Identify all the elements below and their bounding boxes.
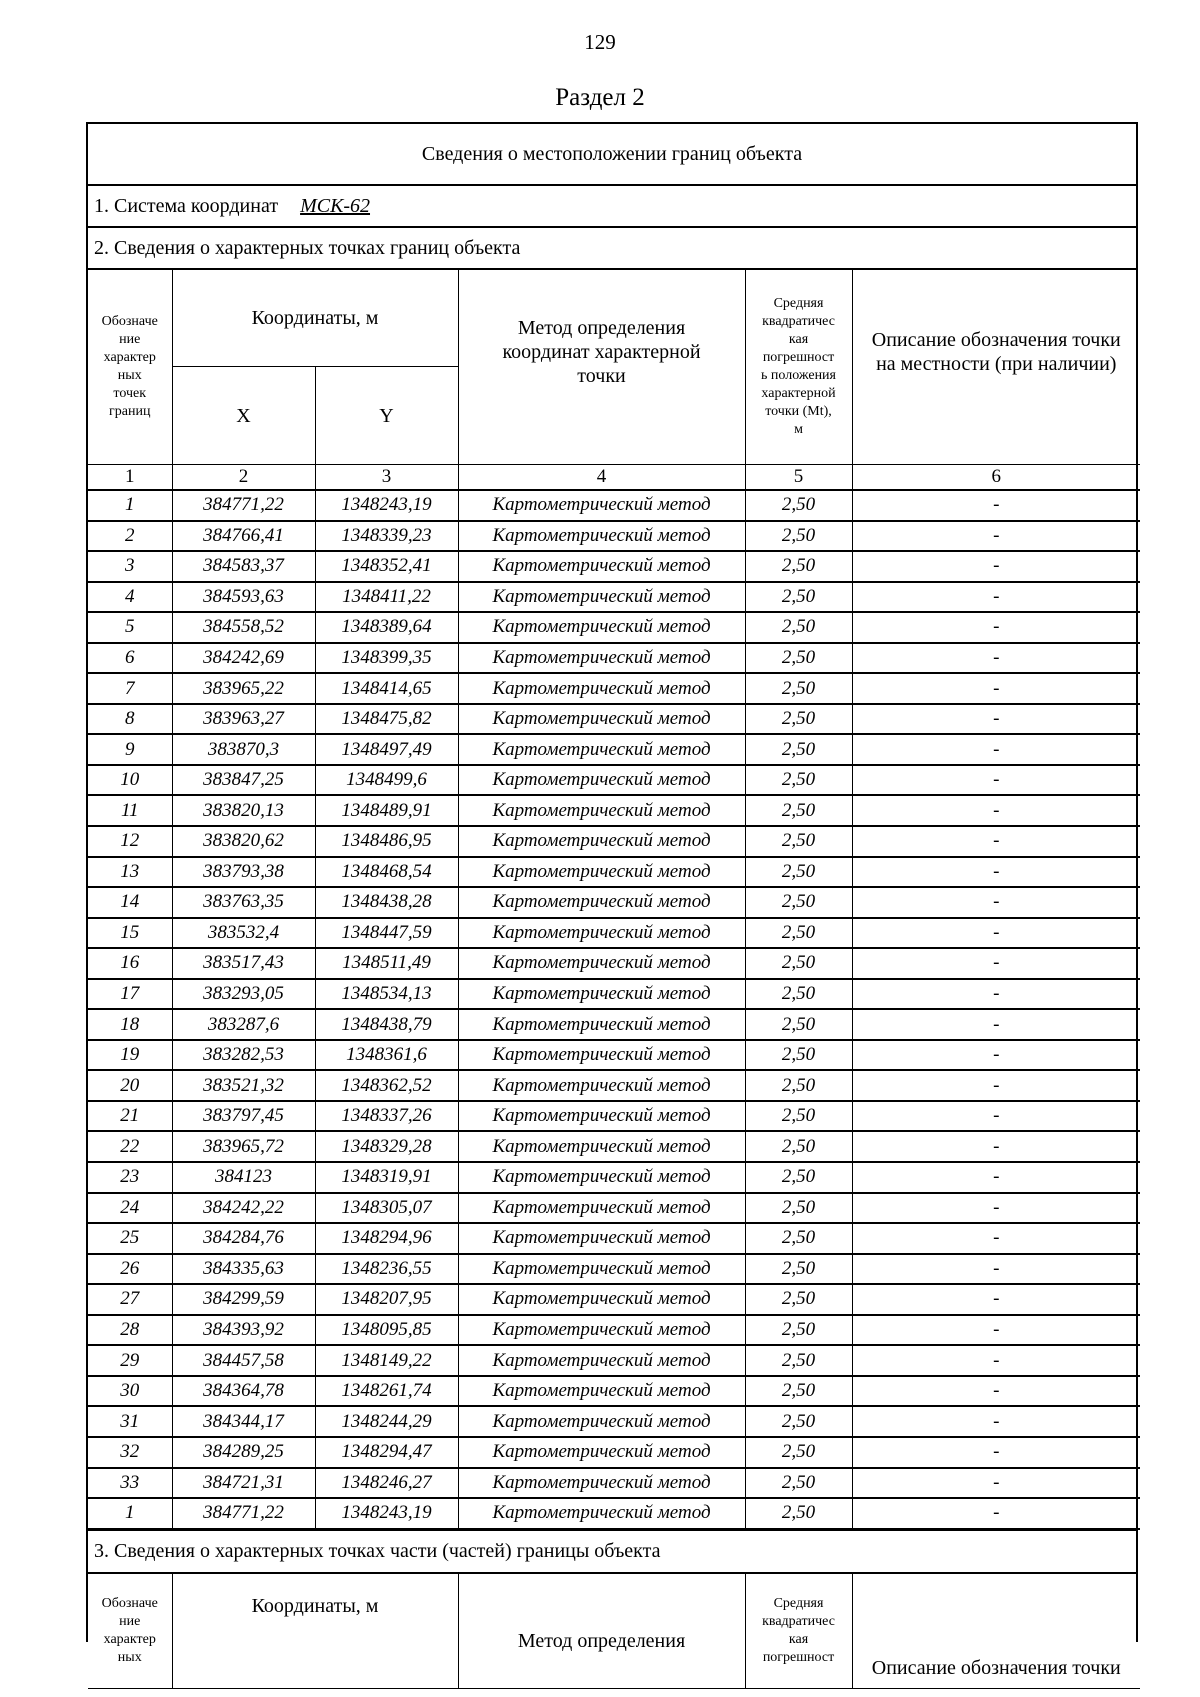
accuracy-cell: 2,50 xyxy=(745,1040,852,1071)
method-cell: Картометрический метод xyxy=(458,1254,745,1285)
point-number-cell: 1 xyxy=(88,490,172,521)
description-cell: - xyxy=(852,1223,1140,1254)
accuracy-cell: 2,50 xyxy=(745,1193,852,1224)
point-number-cell: 13 xyxy=(88,857,172,888)
description-cell: - xyxy=(852,704,1140,735)
table-row xyxy=(88,490,1140,521)
description-cell: - xyxy=(852,1315,1140,1346)
table-row xyxy=(88,704,1140,735)
points-heading-text: 2. Сведения о характерных точках границ объекта xyxy=(94,236,521,259)
column-number: 5 xyxy=(745,465,852,491)
x-coordinate-cell: 383820,62 xyxy=(172,826,315,857)
boundary-points-body xyxy=(88,490,1140,1529)
x-coordinate-cell: 383820,13 xyxy=(172,795,315,826)
point-number-cell: 2 xyxy=(88,521,172,552)
accuracy-cell: 2,50 xyxy=(745,795,852,826)
accuracy-cell: 2,50 xyxy=(745,948,852,979)
method-cell: Картометрический метод xyxy=(458,1193,745,1224)
column-number: 2 xyxy=(172,465,315,491)
table-row xyxy=(88,1376,1140,1407)
y-coordinate-cell: 1348319,91 xyxy=(315,1162,458,1193)
point-number-cell: 30 xyxy=(88,1376,172,1407)
table-row xyxy=(88,1468,1140,1499)
point-number-cell: 7 xyxy=(88,673,172,704)
table-row xyxy=(88,1498,1140,1529)
header-y: Y xyxy=(315,367,458,465)
point-number-cell: 27 xyxy=(88,1284,172,1315)
method-cell: Картометрический метод xyxy=(458,1223,745,1254)
accuracy-cell: 2,50 xyxy=(745,1162,852,1193)
description-cell: - xyxy=(852,490,1140,521)
accuracy-cell: 2,50 xyxy=(745,1254,852,1285)
method-cell: Картометрический метод xyxy=(458,1468,745,1499)
description-cell: - xyxy=(852,826,1140,857)
method-cell: Картометрический метод xyxy=(458,1498,745,1529)
description-cell: - xyxy=(852,1193,1140,1224)
header-method: Метод определения координат характерной точки xyxy=(458,270,745,465)
method-cell: Картометрический метод xyxy=(458,795,745,826)
table-row xyxy=(88,1345,1140,1376)
y-coordinate-cell: 1348305,07 xyxy=(315,1193,458,1224)
accuracy-cell: 2,50 xyxy=(745,1009,852,1040)
table-row xyxy=(88,1162,1140,1193)
accuracy-cell: 2,50 xyxy=(745,1498,852,1529)
header-description: Описание обозначения точки на местности (при наличии) xyxy=(852,270,1140,465)
coordinate-system-row xyxy=(88,186,1136,228)
method-cell: Картометрический метод xyxy=(458,643,745,674)
x-coordinate-cell: 384583,37 xyxy=(172,551,315,582)
description-cell: - xyxy=(852,1162,1140,1193)
y-coordinate-cell: 1348294,96 xyxy=(315,1223,458,1254)
description-cell: - xyxy=(852,643,1140,674)
table-row xyxy=(88,521,1140,552)
column-number: 3 xyxy=(315,465,458,491)
description-cell: - xyxy=(852,765,1140,796)
accuracy-cell: 2,50 xyxy=(745,1315,852,1346)
y-coordinate-cell: 1348261,74 xyxy=(315,1376,458,1407)
x-coordinate-cell: 383282,53 xyxy=(172,1040,315,1071)
coordinate-system-label: 1. Система координат xyxy=(94,194,279,217)
method-cell: Картометрический метод xyxy=(458,887,745,918)
y-coordinate-cell: 1348246,27 xyxy=(315,1468,458,1499)
y-coordinate-cell: 1348399,35 xyxy=(315,643,458,674)
point-number-cell: 17 xyxy=(88,979,172,1010)
x-coordinate-cell: 383793,38 xyxy=(172,857,315,888)
table-row xyxy=(88,673,1140,704)
description-cell: - xyxy=(852,857,1140,888)
method-cell: Картометрический метод xyxy=(458,948,745,979)
x-coordinate-cell: 384364,78 xyxy=(172,1376,315,1407)
accuracy-cell: 2,50 xyxy=(745,704,852,735)
description-cell: - xyxy=(852,1101,1140,1132)
accuracy-cell: 2,50 xyxy=(745,643,852,674)
method-cell: Картометрический метод xyxy=(458,1101,745,1132)
point-number-cell: 21 xyxy=(88,1101,172,1132)
method-cell: Картометрический метод xyxy=(458,1437,745,1468)
parts-header-description: Описание обозначения точки xyxy=(852,1574,1140,1689)
point-number-cell: 12 xyxy=(88,826,172,857)
table-title xyxy=(88,124,1136,186)
point-number-cell: 23 xyxy=(88,1162,172,1193)
table-row xyxy=(88,1254,1140,1285)
column-number: 1 xyxy=(88,465,172,491)
description-cell: - xyxy=(852,551,1140,582)
y-coordinate-cell: 1348243,19 xyxy=(315,490,458,521)
table-row xyxy=(88,582,1140,613)
x-coordinate-cell: 384766,41 xyxy=(172,521,315,552)
x-coordinate-cell: 384593,63 xyxy=(172,582,315,613)
accuracy-cell: 2,50 xyxy=(745,673,852,704)
boundary-sheet xyxy=(86,122,1138,1679)
accuracy-cell: 2,50 xyxy=(745,1376,852,1407)
point-number-cell: 20 xyxy=(88,1070,172,1101)
points-heading xyxy=(88,228,1136,270)
y-coordinate-cell: 1348468,54 xyxy=(315,857,458,888)
description-cell: - xyxy=(852,1009,1140,1040)
x-coordinate-cell: 383965,72 xyxy=(172,1131,315,1162)
x-coordinate-cell: 384771,22 xyxy=(172,490,315,521)
method-cell: Картометрический метод xyxy=(458,734,745,765)
accuracy-cell: 2,50 xyxy=(745,490,852,521)
column-number: 6 xyxy=(852,465,1140,491)
accuracy-cell: 2,50 xyxy=(745,857,852,888)
method-cell: Картометрический метод xyxy=(458,612,745,643)
point-number-cell: 33 xyxy=(88,1468,172,1499)
x-coordinate-cell: 384289,25 xyxy=(172,1437,315,1468)
table-row xyxy=(88,551,1140,582)
method-cell: Картометрический метод xyxy=(458,1406,745,1437)
method-cell: Картометрический метод xyxy=(458,704,745,735)
point-number-cell: 26 xyxy=(88,1254,172,1285)
y-coordinate-cell: 1348361,6 xyxy=(315,1040,458,1071)
accuracy-cell: 2,50 xyxy=(745,1345,852,1376)
header-accuracy: Средняя квадратичес кая погрешност ь положения характерной точки (Mt), м xyxy=(745,270,852,465)
accuracy-cell: 2,50 xyxy=(745,1131,852,1162)
x-coordinate-cell: 384457,58 xyxy=(172,1345,315,1376)
description-cell: - xyxy=(852,612,1140,643)
header-coordinates: Координаты, м xyxy=(172,270,458,367)
y-coordinate-cell: 1348339,23 xyxy=(315,521,458,552)
accuracy-cell: 2,50 xyxy=(745,734,852,765)
y-coordinate-cell: 1348244,29 xyxy=(315,1406,458,1437)
parts-heading xyxy=(88,1530,1136,1574)
point-number-cell: 32 xyxy=(88,1437,172,1468)
x-coordinate-cell: 384242,69 xyxy=(172,643,315,674)
x-coordinate-cell: 383763,35 xyxy=(172,887,315,918)
y-coordinate-cell: 1348534,13 xyxy=(315,979,458,1010)
y-coordinate-cell: 1348243,19 xyxy=(315,1498,458,1529)
table-row xyxy=(88,795,1140,826)
point-number-cell: 22 xyxy=(88,1131,172,1162)
description-cell: - xyxy=(852,1437,1140,1468)
description-cell: - xyxy=(852,1498,1140,1529)
accuracy-cell: 2,50 xyxy=(745,826,852,857)
description-cell: - xyxy=(852,795,1140,826)
x-coordinate-cell: 384299,59 xyxy=(172,1284,315,1315)
point-number-cell: 24 xyxy=(88,1193,172,1224)
y-coordinate-cell: 1348352,41 xyxy=(315,551,458,582)
description-cell: - xyxy=(852,1468,1140,1499)
y-coordinate-cell: 1348337,26 xyxy=(315,1101,458,1132)
description-cell: - xyxy=(852,1254,1140,1285)
description-cell: - xyxy=(852,1131,1140,1162)
description-cell: - xyxy=(852,1406,1140,1437)
point-number-cell: 11 xyxy=(88,795,172,826)
accuracy-cell: 2,50 xyxy=(745,582,852,613)
page-number: 129 xyxy=(584,30,616,54)
table-row xyxy=(88,887,1140,918)
method-cell: Картометрический метод xyxy=(458,857,745,888)
y-coordinate-cell: 1348236,55 xyxy=(315,1254,458,1285)
point-number-cell: 10 xyxy=(88,765,172,796)
table-row xyxy=(88,826,1140,857)
x-coordinate-cell: 383517,43 xyxy=(172,948,315,979)
method-cell: Картометрический метод xyxy=(458,1070,745,1101)
x-coordinate-cell: 384771,22 xyxy=(172,1498,315,1529)
parts-heading-text: 3. Сведения о характерных точках части (частей) границы объекта xyxy=(94,1539,661,1562)
accuracy-cell: 2,50 xyxy=(745,1406,852,1437)
description-cell: - xyxy=(852,1284,1140,1315)
table-row xyxy=(88,1315,1140,1346)
section-title: Раздел 2 xyxy=(555,84,645,111)
point-number-cell: 29 xyxy=(88,1345,172,1376)
method-cell: Картометрический метод xyxy=(458,1284,745,1315)
x-coordinate-cell: 383532,4 xyxy=(172,918,315,949)
description-cell: - xyxy=(852,521,1140,552)
table-row xyxy=(88,734,1140,765)
x-coordinate-cell: 384721,31 xyxy=(172,1468,315,1499)
table-row xyxy=(88,857,1140,888)
point-number-cell: 16 xyxy=(88,948,172,979)
description-cell: - xyxy=(852,887,1140,918)
y-coordinate-cell: 1348497,49 xyxy=(315,734,458,765)
table-row xyxy=(88,643,1140,674)
description-cell: - xyxy=(852,1070,1140,1101)
parts-header-accuracy: Средняя квадратичес кая погрешност xyxy=(745,1574,852,1689)
x-coordinate-cell: 384242,22 xyxy=(172,1193,315,1224)
x-coordinate-cell: 383963,27 xyxy=(172,704,315,735)
y-coordinate-cell: 1348095,85 xyxy=(315,1315,458,1346)
y-coordinate-cell: 1348447,59 xyxy=(315,918,458,949)
description-cell: - xyxy=(852,1345,1140,1376)
y-coordinate-cell: 1348511,49 xyxy=(315,948,458,979)
x-coordinate-cell: 384123 xyxy=(172,1162,315,1193)
method-cell: Картометрический метод xyxy=(458,765,745,796)
parts-header-point-designation: Обозначе ние характер ных xyxy=(88,1574,172,1689)
method-cell: Картометрический метод xyxy=(458,1040,745,1071)
method-cell: Картометрический метод xyxy=(458,979,745,1010)
y-coordinate-cell: 1348149,22 xyxy=(315,1345,458,1376)
table-row xyxy=(88,1437,1140,1468)
table-row xyxy=(88,612,1140,643)
y-coordinate-cell: 1348438,79 xyxy=(315,1009,458,1040)
x-coordinate-cell: 383847,25 xyxy=(172,765,315,796)
parts-header-coordinates: Координаты, м xyxy=(172,1574,458,1689)
point-number-cell: 15 xyxy=(88,918,172,949)
y-coordinate-cell: 1348207,95 xyxy=(315,1284,458,1315)
accuracy-cell: 2,50 xyxy=(745,612,852,643)
point-number-cell: 8 xyxy=(88,704,172,735)
point-number-cell: 1 xyxy=(88,1498,172,1529)
method-cell: Картометрический метод xyxy=(458,551,745,582)
y-coordinate-cell: 1348294,47 xyxy=(315,1437,458,1468)
accuracy-cell: 2,50 xyxy=(745,1223,852,1254)
x-coordinate-cell: 383293,05 xyxy=(172,979,315,1010)
method-cell: Картометрический метод xyxy=(458,1162,745,1193)
description-cell: - xyxy=(852,918,1140,949)
table-row xyxy=(88,918,1140,949)
description-cell: - xyxy=(852,673,1140,704)
y-coordinate-cell: 1348362,52 xyxy=(315,1070,458,1101)
accuracy-cell: 2,50 xyxy=(745,1437,852,1468)
x-coordinate-cell: 384284,76 xyxy=(172,1223,315,1254)
accuracy-cell: 2,50 xyxy=(745,521,852,552)
accuracy-cell: 2,50 xyxy=(745,1468,852,1499)
method-cell: Картометрический метод xyxy=(458,673,745,704)
header-x: X xyxy=(172,367,315,465)
x-coordinate-cell: 383870,3 xyxy=(172,734,315,765)
description-cell: - xyxy=(852,734,1140,765)
point-number-cell: 6 xyxy=(88,643,172,674)
x-coordinate-cell: 383965,22 xyxy=(172,673,315,704)
table-row xyxy=(88,1193,1140,1224)
method-cell: Картометрический метод xyxy=(458,1315,745,1346)
table-title-text: Сведения о местоположении границ объекта xyxy=(421,142,803,165)
accuracy-cell: 2,50 xyxy=(745,979,852,1010)
accuracy-cell: 2,50 xyxy=(745,918,852,949)
method-cell: Картометрический метод xyxy=(458,1345,745,1376)
point-number-cell: 19 xyxy=(88,1040,172,1071)
parts-header-method: Метод определения xyxy=(458,1574,745,1689)
accuracy-cell: 2,50 xyxy=(745,1101,852,1132)
x-coordinate-cell: 384335,63 xyxy=(172,1254,315,1285)
x-coordinate-cell: 383797,45 xyxy=(172,1101,315,1132)
table-row xyxy=(88,1101,1140,1132)
description-cell: - xyxy=(852,948,1140,979)
point-number-cell: 31 xyxy=(88,1406,172,1437)
accuracy-cell: 2,50 xyxy=(745,1070,852,1101)
table-row xyxy=(88,948,1140,979)
y-coordinate-cell: 1348486,95 xyxy=(315,826,458,857)
point-number-cell: 9 xyxy=(88,734,172,765)
y-coordinate-cell: 1348411,22 xyxy=(315,582,458,613)
table-row xyxy=(88,765,1140,796)
y-coordinate-cell: 1348438,28 xyxy=(315,887,458,918)
method-cell: Картометрический метод xyxy=(458,918,745,949)
table-row xyxy=(88,979,1140,1010)
parts-points-table xyxy=(88,1574,1140,1689)
point-number-cell: 18 xyxy=(88,1009,172,1040)
y-coordinate-cell: 1348389,64 xyxy=(315,612,458,643)
point-number-cell: 25 xyxy=(88,1223,172,1254)
table-row xyxy=(88,1406,1140,1437)
point-number-cell: 3 xyxy=(88,551,172,582)
boundary-points-table xyxy=(88,270,1140,1530)
table-row xyxy=(88,1070,1140,1101)
column-number: 4 xyxy=(458,465,745,491)
description-cell: - xyxy=(852,1376,1140,1407)
x-coordinate-cell: 384558,52 xyxy=(172,612,315,643)
header-point-designation: Обозначе ние характер ных точек границ xyxy=(88,270,172,465)
method-cell: Картометрический метод xyxy=(458,826,745,857)
x-coordinate-cell: 384344,17 xyxy=(172,1406,315,1437)
table-row xyxy=(88,1131,1140,1162)
method-cell: Картометрический метод xyxy=(458,490,745,521)
x-coordinate-cell: 383521,32 xyxy=(172,1070,315,1101)
method-cell: Картометрический метод xyxy=(458,1376,745,1407)
accuracy-cell: 2,50 xyxy=(745,1284,852,1315)
table-row xyxy=(88,1040,1140,1071)
point-number-cell: 28 xyxy=(88,1315,172,1346)
point-number-cell: 14 xyxy=(88,887,172,918)
x-coordinate-cell: 383287,6 xyxy=(172,1009,315,1040)
method-cell: Картометрический метод xyxy=(458,1009,745,1040)
accuracy-cell: 2,50 xyxy=(745,551,852,582)
accuracy-cell: 2,50 xyxy=(745,765,852,796)
description-cell: - xyxy=(852,1040,1140,1071)
method-cell: Картометрический метод xyxy=(458,1131,745,1162)
description-cell: - xyxy=(852,582,1140,613)
y-coordinate-cell: 1348475,82 xyxy=(315,704,458,735)
table-row xyxy=(88,1009,1140,1040)
column-number-row xyxy=(88,465,1140,491)
x-coordinate-cell: 384393,92 xyxy=(172,1315,315,1346)
accuracy-cell: 2,50 xyxy=(745,887,852,918)
y-coordinate-cell: 1348329,28 xyxy=(315,1131,458,1162)
coordinate-system-value: МСК-62 xyxy=(300,194,371,217)
point-number-cell: 5 xyxy=(88,612,172,643)
description-cell: - xyxy=(852,979,1140,1010)
y-coordinate-cell: 1348414,65 xyxy=(315,673,458,704)
y-coordinate-cell: 1348489,91 xyxy=(315,795,458,826)
point-number-cell: 4 xyxy=(88,582,172,613)
y-coordinate-cell: 1348499,6 xyxy=(315,765,458,796)
method-cell: Картометрический метод xyxy=(458,582,745,613)
table-row xyxy=(88,1223,1140,1254)
table-row xyxy=(88,1284,1140,1315)
method-cell: Картометрический метод xyxy=(458,521,745,552)
